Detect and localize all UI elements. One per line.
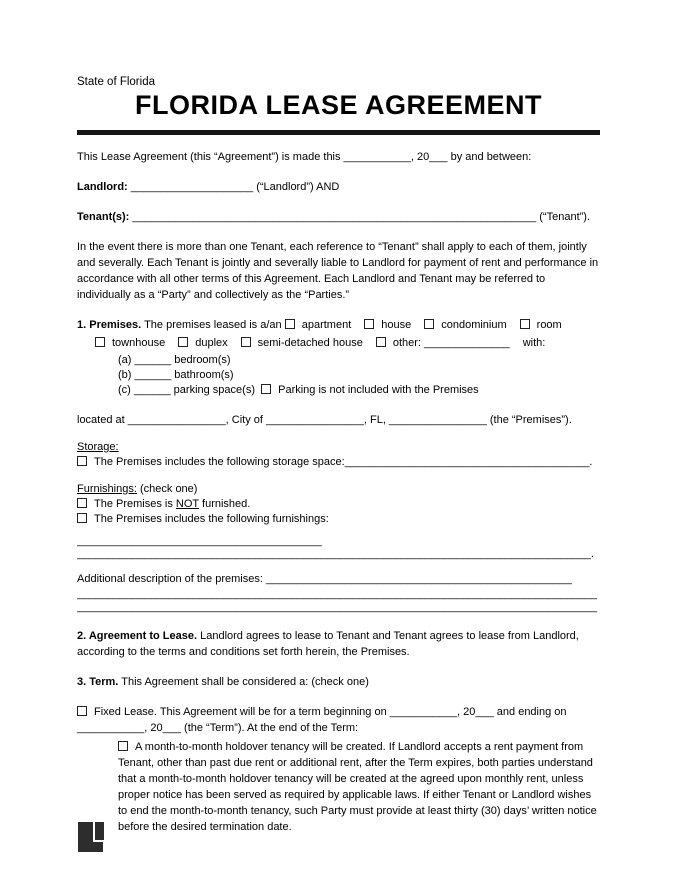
- tenant-suffix: (“Tenant”).: [539, 211, 591, 223]
- item-c-prefix: (c): [118, 384, 131, 396]
- semi-detached-checkbox[interactable]: [241, 337, 251, 347]
- room-checkbox[interactable]: [520, 319, 530, 329]
- agreement-to-lease-heading: 2. Agreement to Lease.: [77, 630, 198, 642]
- premises-type-row1: [77, 317, 600, 333]
- landlord-blank: ____________________: [130, 181, 254, 193]
- premises-heading: 1. Premises.: [77, 319, 142, 331]
- other-checkbox[interactable]: [376, 337, 386, 347]
- option-townhouse: townhouse: [112, 337, 166, 349]
- landlord-line: [77, 179, 600, 195]
- intro-made-line: This Lease Agreement (this “Agreement”) is made this ___________, 20___ by and between:: [77, 151, 532, 163]
- bathrooms-blank: ______: [134, 369, 172, 381]
- holdover-text: A month-to-month holdover tenancy will be created. If Landlord accepts a rent payment from Tenant, other than past due rent or additional rent, after the Term expires, both parties understand that a month-to-month holdover tenancy will be created at the agreed upon monthly rent, unless proper notice has been served as required by applicable laws. If either Tenant or Landlord wishes to end the month-to-month tenancy, such Party must provide at least thirty (30) days’ written notice before the desired termination date.: [118, 741, 597, 833]
- premises-lead: The premises leased is a/an: [144, 319, 282, 331]
- holdover-option: [118, 739, 600, 835]
- parking-line: [118, 383, 600, 398]
- furnished-option: The Premises includes the following furnishings:: [77, 512, 600, 527]
- apartment-checkbox[interactable]: [285, 319, 295, 329]
- furnishings-blank-line-1: ________________________________________: [77, 535, 322, 547]
- title-divider: [77, 130, 600, 135]
- bathrooms-label: bathroom(s): [174, 369, 234, 381]
- fixed-lease-text-line1: Fixed Lease. This Agreement will be for a term beginning on ___________, 20___ and ending on: [94, 706, 567, 718]
- not-emphasis: NOT: [175, 498, 199, 510]
- furnishings-heading: Furnishings:: [77, 483, 137, 495]
- condominium-checkbox[interactable]: [424, 319, 434, 329]
- logo-small-square: [95, 822, 104, 840]
- option-condominium: condominium: [441, 319, 507, 331]
- additional-description-blank: __________________________________________________: [265, 573, 572, 585]
- option-other-label: other:: [392, 337, 421, 349]
- bedrooms-line: [118, 353, 600, 368]
- tenant-line: [77, 209, 600, 225]
- additional-blank-line-2: _____________________________________________________________________________________: [77, 601, 598, 613]
- with-label: with:: [522, 337, 546, 349]
- page-title: FLORIDA LEASE AGREEMENT: [134, 90, 542, 120]
- fixed-lease-text-line2: ___________, 20___ (the “Term”). At the end of the Term:: [77, 722, 359, 734]
- option-apartment: apartment: [301, 319, 352, 331]
- not-furnished-checkbox[interactable]: [77, 498, 87, 508]
- furnishings-included-checkbox[interactable]: [77, 513, 87, 523]
- option-semi-detached: semi-detached house: [257, 337, 363, 349]
- tenant-blank: __________________________________________________________________: [132, 211, 537, 223]
- furnishings-note: (check one): [139, 483, 198, 495]
- joint-liability-paragraph: In the event there is more than one Tenant, each reference to “Tenant” shall apply to each of them, jointly and severally. Each Tenant is jointly and severally liable to Landlord for payment of rent and performance in accordance with all other terms of this Agreement. Each Landlord and Tenant may be referred to individually as a “Party” and collectively as the “Parties.”: [77, 241, 599, 301]
- additional-description-line: [77, 571, 600, 587]
- parking-blank: ______: [133, 384, 171, 396]
- storage-option-label: The Premises includes the following storage space:: [94, 456, 345, 468]
- landlord-label: Landlord:: [77, 181, 128, 193]
- townhouse-checkbox[interactable]: [95, 337, 105, 347]
- item-b-prefix: (b): [118, 369, 132, 381]
- duplex-checkbox[interactable]: [178, 337, 188, 347]
- item-a-prefix: (a): [118, 354, 132, 366]
- furnishings-heading-line: [77, 482, 600, 497]
- house-checkbox[interactable]: [364, 319, 374, 329]
- agreement-to-lease-paragraph: 2. Agreement to Lease. Landlord agrees to lease to Tenant and Tenant agrees to lease from Landlord, according to the terms and conditions set forth herein, the Premises.: [77, 630, 579, 658]
- holdover-checkbox[interactable]: [118, 741, 128, 751]
- term-heading: 3. Term.: [77, 676, 119, 688]
- additional-description-label: Additional description of the premises:: [77, 573, 263, 585]
- parking-not-included-checkbox[interactable]: [261, 384, 271, 394]
- fixed-lease-checkbox[interactable]: [77, 706, 87, 716]
- premises-type-row2: [95, 335, 600, 351]
- parking-not-included-label: Parking is not included with the Premises: [278, 384, 479, 396]
- option-duplex: duplex: [195, 337, 228, 349]
- bedrooms-blank: ______: [134, 354, 172, 366]
- bedrooms-label: bedroom(s): [174, 354, 231, 366]
- bathrooms-line: [118, 368, 600, 383]
- parking-label: parking space(s): [173, 384, 255, 396]
- option-room: room: [536, 319, 562, 331]
- tenant-label: Tenant(s):: [77, 211, 130, 223]
- additional-blank-line-1: _____________________________________________________________________________________: [77, 588, 598, 600]
- landlord-suffix: (“Landlord”) AND: [256, 181, 340, 193]
- furnishings-blank-line-2: ____________________________________________________________________________________.: [77, 548, 594, 560]
- not-furnished-option: The Premises is NOT furnished.: [77, 497, 600, 512]
- state-label: State of Florida: [77, 76, 155, 88]
- other-blank: ______________: [424, 337, 510, 349]
- fixed-lease-option: [77, 704, 600, 736]
- term-paragraph: 3. Term. This Agreement shall be considered a: (check one): [77, 676, 369, 688]
- located-line: located at ________________, City of ________________, FL, ________________ (the “Premises”).: [77, 414, 572, 426]
- storage-option-line: [77, 455, 600, 470]
- storage-heading: Storage:: [77, 441, 119, 453]
- legaltemplates-logo: [78, 822, 104, 852]
- logo-l-foot: [78, 842, 103, 852]
- storage-checkbox[interactable]: [77, 456, 87, 466]
- storage-blank: ________________________________________.: [344, 456, 593, 468]
- option-house: house: [381, 319, 412, 331]
